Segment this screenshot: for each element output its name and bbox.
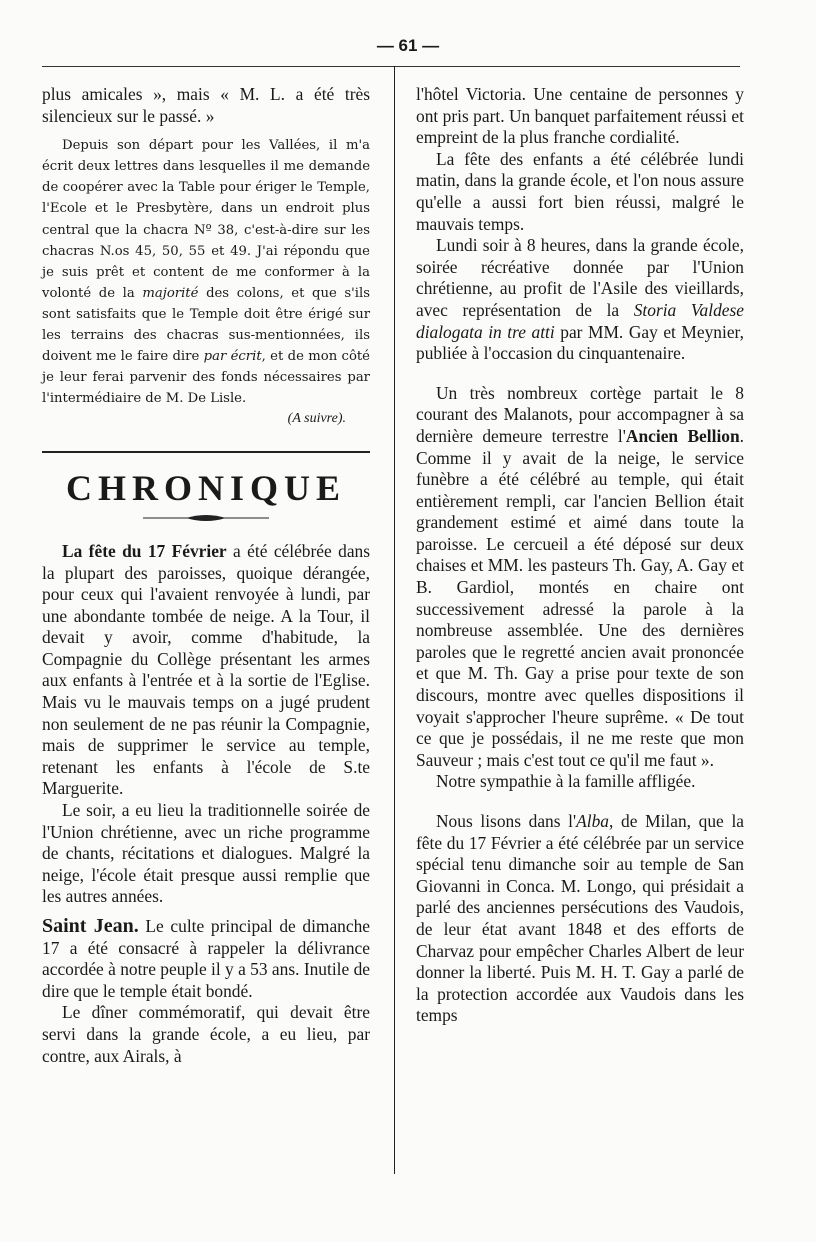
left-column — [42, 84, 370, 1067]
section-heading: CHRONIQUE — [65, 467, 347, 508]
paragraph-fete: La fête du 17 Février a été célébrée dans la plupart des paroisses, quoique dérangée, pour ceux qui l'avaient renvoyée à lundi, par une abondante tombée de neige. A la Tour, il devait y avoir, comme d'habitude, la Compagnie du Collège présentant les armes aux enfants à l'entrée et à la sortie de l'Eglise. Mais vu le mauvais temps on a jugé prudent non seulement de ne pas réunir la Compagnie, mais de supprimer le service au temple, retenant les enfants à l'école de S.te Marguerite. — [42, 540, 371, 799]
paragraph-lundi-soir: Lundi soir à 8 heures, dans la grande école, soirée récréative donnée par l'Union chrétienne, au profit de l'Asile des vieillards, avec représentation de la Storia Valdese dialogata in tre atti par MM. Gay et Meynier, publiée à l'occasion du cinquantenaire. — [416, 235, 744, 364]
section-rule — [42, 451, 370, 453]
paragraph-diner: Le dîner commémoratif, qui devait être servi dans la grande école, a eu lieu, par contre, aux Airals, à — [42, 1002, 370, 1066]
paragraph-saint-jean: Saint Jean. Le culte principal de dimanche 17 a été consacré à rappeler la délivrance accordée à notre peuple il y a 53 ans. Inutile de dire que le temple était bondé. — [42, 915, 371, 1001]
paragraph-soiree: Le soir, a eu lieu la traditionnelle soirée de l'Union chrétienne, avec un riche programme de chants, récitations et dialogues. Malgré la neige, l'école était presque aussi remplie que les autres années. — [42, 800, 370, 907]
page-number: — 61 — — [376, 36, 440, 55]
paragraph-continuation: plus amicales », mais « M. L. a été très silencieux sur le passé. » — [42, 84, 370, 126]
paragraph-sympathie: Notre sympathie à la famille affligée. — [436, 771, 696, 792]
ornament-divider — [141, 513, 271, 523]
paragraph-alba: Nous lisons dans l'Alba, de Milan, que la fête du 17 Février a été célébrée par un service spécial tenu dimanche soir au temple de San Giovanni in Conca. M. Longo, qui présidait a parlé des anciennes persécutions des Vaudois, de leur état avant 1848 et des efforts de Charvaz pour empêcher Charles Albert de leur donner la liberté. Puis M. H. T. Gay a parlé de la protection accordée aux Vaudois dans les temps — [416, 811, 744, 1026]
column-divider — [394, 66, 395, 1174]
letter-excerpt: Depuis son départ pour les Vallées, il m'a écrit deux lettres dans lesquelles il me demande de coopérer avec la Table pour ériger le Temple, l'Ecole et le Presbytère, dans un endroit plus central que la chacra Nº 38, c'est-à-dire sur les chacras N.os 45, 50, 55 et 49. J'ai répondu que je suis prêt et content de me conformer à la volonté de la majorité des colons, et que s'ils sont satisfaits que le Temple doit être érigé sur les terrains des chacras sus-mentionnées, ils doivent me le faire dire par écrit, et de mon côté je leur ferai parvenir des fonds nécessaires par l'intermédiaire de M. De Lisle. — [42, 138, 370, 407]
paragraph-hotel: l'hôtel Victoria. Une centaine de personnes y ont pris part. Un banquet parfaitement réussi et empreint de la plus franche cordialité. — [416, 84, 744, 148]
paragraph-enfants: La fête des enfants a été célébrée lundi matin, dans la grande école, et l'on nous assure qu'elle a aussi fort bien réussi, malgré le mauvais temps. — [416, 148, 744, 234]
right-column — [416, 84, 744, 1027]
paragraph-cortege: Un très nombreux cortège partait le 8 courant des Malanots, pour accompagner à sa dernière demeure terrestre l'Ancien Bellion. Comme il y avait de la neige, le service funèbre a été célébré au temple, qui était entièrement rempli, car l'ancien Bellion était grandement estimé et aimé dans toute la paroisse. Le cercueil a été déposé sur deux chaises et MM. les pasteurs Th. Gay, A. Gay et B. Gardiol, montés en chaire ont successivement adressé la parole à la nombreuse assemblée. Une des dernières paroles que le regretté ancien avait prononcée et que M. Th. Gay a prise pour texte de son discours, montre avec quelles dispositions il voyait s'approcher l'heure suprême. « De tout ce que je possédais, il ne me reste que mon Sauveur ; mais c'est tout ce qu'il me faut ». — [416, 382, 745, 770]
to-be-continued-note: (A suivre). — [287, 411, 346, 427]
header-rule — [42, 66, 740, 67]
